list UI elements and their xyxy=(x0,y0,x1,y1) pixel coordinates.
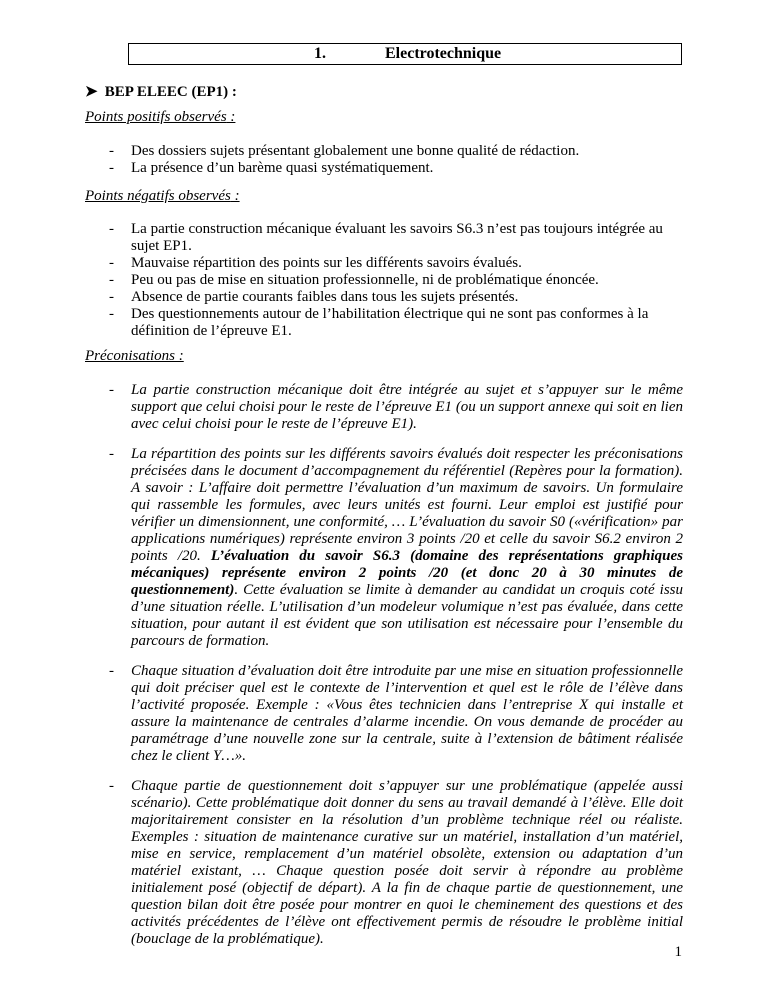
arrow-bullet-icon: ➤ xyxy=(85,84,98,100)
section-title-box xyxy=(128,43,682,65)
section-title: Electrotechnique xyxy=(385,45,502,62)
preconisations-colon: : xyxy=(175,348,184,364)
list-item: - La répartition des points sur les différents savoirs évalués doit respecter les préconisations précisées dans le document d’accompagnement du référentiel (Repères pour la formation). A savoir : L’affaire doit permettre l’évaluation d’un maximum de savoirs. Un formulaire qui rassemble les formules, avec leurs unités est fourni. Leur emploi est justifié pour vérifier un dimensionnent, une conformité, … L’évaluation du savoir S0 («vérification» par applications numériques) représente environ 3 points /20 et celle du savoir S6.2 environ 2 points /20. L’évaluation du savoir S6.3 (domaine des représentations graphiques mécaniques) représente environ 2 points /20 (et donc 20 à 30 minutes de questionnement). Cette évaluation se limite à demander au candidat un croquis coté issu d’une situation réelle. L’utilisation d’un modeleur volumique n’est pas évaluée, dans cette situation, pour autant il est évident que son utilisation est nécessaire pour l’ensemble du parcours de formation. xyxy=(109,446,683,649)
section-number: 1. xyxy=(314,45,326,62)
negatifs-list xyxy=(109,221,683,340)
list-item: - Mauvaise répartition des points sur les différents savoirs évalués. xyxy=(109,255,522,271)
list-item: - Absence de partie courants faibles dans tous les sujets présentés. xyxy=(109,289,519,305)
list-item: - Chaque situation d’évaluation doit être introduite par une mise en situation professionnelle qui doit préciser quel est le contexte de l’intervention et quel est le rôle de l’élève dans l’activité proposée. Exemple : «Vous êtes technicien dans l’entreprise X qui installe et assure la maintenance de centrales d’alarme incendie. On vous demande de procéder au paramétrage d’une nouvelle zone sur la centrale, suite à l’extension de bâtiment réalisée chez le client Y…». xyxy=(109,663,683,764)
list-item: - Chaque partie de questionnement doit s’appuyer sur une problématique (appelée aussi scénario). Cette problématique doit donner du sens au travail demandé à l’élève. Elle doit majoritairement consister en la résolution d’un problème technique réel ou réaliste. Exemples : situation de maintenance curative sur un matériel, installation d’un matériel, mise en service, remplacement d’un matériel obsolète, extension ou adaptation d’un matériel existant, … Chaque question posée doit servir à répondre au problème initialement posé (objectif de départ). A la fin de chaque partie de questionnement, une question bilan doit être posée pour montrer en quoi le cheminement des questions et des activités précédentes de l’élève ont effectivement permis de résoudre le problème initial (bouclage de la problématique). xyxy=(109,778,683,947)
page-number: 1 xyxy=(674,944,682,960)
list-item: - La présence d’un barème quasi systématiquement. xyxy=(109,160,434,176)
preconisations-list xyxy=(109,382,683,961)
preconisations-heading xyxy=(85,348,184,365)
list-item: - Des questionnements autour de l’habilitation électrique qui ne sont pas conformes à la définition de l’épreuve E1. xyxy=(109,306,649,339)
negatifs-heading xyxy=(85,188,240,205)
bep-heading xyxy=(85,82,237,101)
negatifs-label: Points négatifs observés xyxy=(85,188,231,204)
positifs-label: Points positifs observés xyxy=(85,109,227,125)
positifs-colon: : xyxy=(226,109,236,125)
preconisations-label: Préconisations xyxy=(85,348,175,364)
list-item: - La partie construction mécanique doit être intégrée au sujet et s’appuyer sur le même support que celui choisi pour le reste de l’épreuve E1 (ou un support annexe qui soit en lien avec celui choisi pour le reste de l’épreuve E1). xyxy=(109,382,683,432)
negatifs-colon: : xyxy=(230,188,240,204)
list-item: - Des dossiers sujets présentant globalement une bonne qualité de rédaction. xyxy=(109,143,580,159)
list-item: - La partie construction mécanique évaluant les savoirs S6.3 n’est pas toujours intégrée au sujet EP1. xyxy=(109,221,663,254)
list-item: - Peu ou pas de mise en situation professionnelle, ni de problématique énoncée. xyxy=(109,272,599,288)
positifs-heading xyxy=(85,109,235,126)
positifs-list xyxy=(109,143,683,177)
bep-heading-text: BEP ELEEC (EP1) : xyxy=(104,84,237,100)
